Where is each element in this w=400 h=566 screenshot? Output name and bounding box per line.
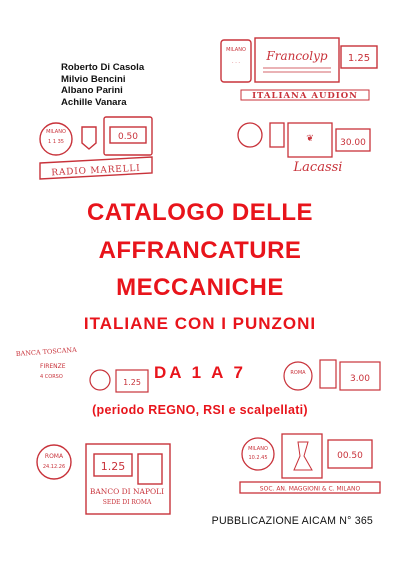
svg-text:10.2.45: 10.2.45 xyxy=(248,455,268,461)
svg-text:· · ·: · · · xyxy=(232,60,240,66)
stamp-city: MILANO xyxy=(46,129,66,135)
stamp-value: 00.50 xyxy=(337,451,363,461)
stamp-company: ITALIANA AUDION xyxy=(252,91,358,101)
stamp-city: FIRENZE xyxy=(40,363,66,370)
stamp-value: 30.00 xyxy=(340,138,366,148)
stamp-value: 3.00 xyxy=(349,374,371,384)
title-line-4: ITALIANE CON I PUNZONI xyxy=(83,314,317,333)
title-line-2: AFFRANCATURE xyxy=(98,237,302,264)
radio-marelli-meter-stamp xyxy=(34,113,158,181)
publication-label: PUBBLICAZIONE AICAM N° 365 xyxy=(211,515,373,527)
stamp-city: MILANO xyxy=(226,47,246,53)
francolyp-meter-stamp xyxy=(219,34,381,104)
stamp-company: Lacassi xyxy=(293,160,343,175)
author-name: Albano Parini xyxy=(61,85,123,97)
author-name: Achille Vanara xyxy=(61,97,127,109)
author-name: Roberto Di Casola xyxy=(61,62,145,73)
stamp-city: MILANO xyxy=(248,446,268,452)
stamp-company: BANCO DI NAPOLI xyxy=(89,487,165,496)
stamp-office: SEDE DI ROMA xyxy=(102,499,152,506)
stamp-value: 1.25 xyxy=(100,460,126,473)
author-list xyxy=(61,62,144,109)
stamp-value: 1.25 xyxy=(123,378,141,387)
banco-napoli-meter-stamp xyxy=(30,436,174,516)
svg-text:24.12.26: 24.12.26 xyxy=(42,464,66,470)
stamp-value: 1.25 xyxy=(347,53,371,64)
maggioni-meter-stamp xyxy=(236,426,386,496)
author-name: Milvio Bencini xyxy=(61,73,126,85)
stamp-company: RADIO MARELLI xyxy=(51,163,141,179)
stamp-company: SOC. AN. MAGGIONI & C. MILANO xyxy=(259,485,361,493)
title-line-5: DA 1 A 7 xyxy=(153,363,247,382)
svg-text:1 1 35: 1 1 35 xyxy=(48,139,64,145)
stamp-company: BANCA TOSCANA xyxy=(15,345,78,358)
title-line-6: (periodo REGNO, RSI e scalpellati) xyxy=(92,403,308,417)
lacassi-meter-stamp xyxy=(226,119,376,177)
stamp-value: 0.50 xyxy=(117,132,139,142)
title-line-1: CATALOGO DELLE xyxy=(86,199,314,226)
title-line-3: MECCANICHE xyxy=(116,274,284,301)
stamp-city: ROMA xyxy=(44,453,64,460)
svg-text:❦: ❦ xyxy=(306,134,314,144)
stamp-city: ROMA xyxy=(290,370,306,376)
svg-text:4 CORSO: 4 CORSO xyxy=(40,374,63,380)
stamp-brand: Francolyp xyxy=(266,49,328,63)
